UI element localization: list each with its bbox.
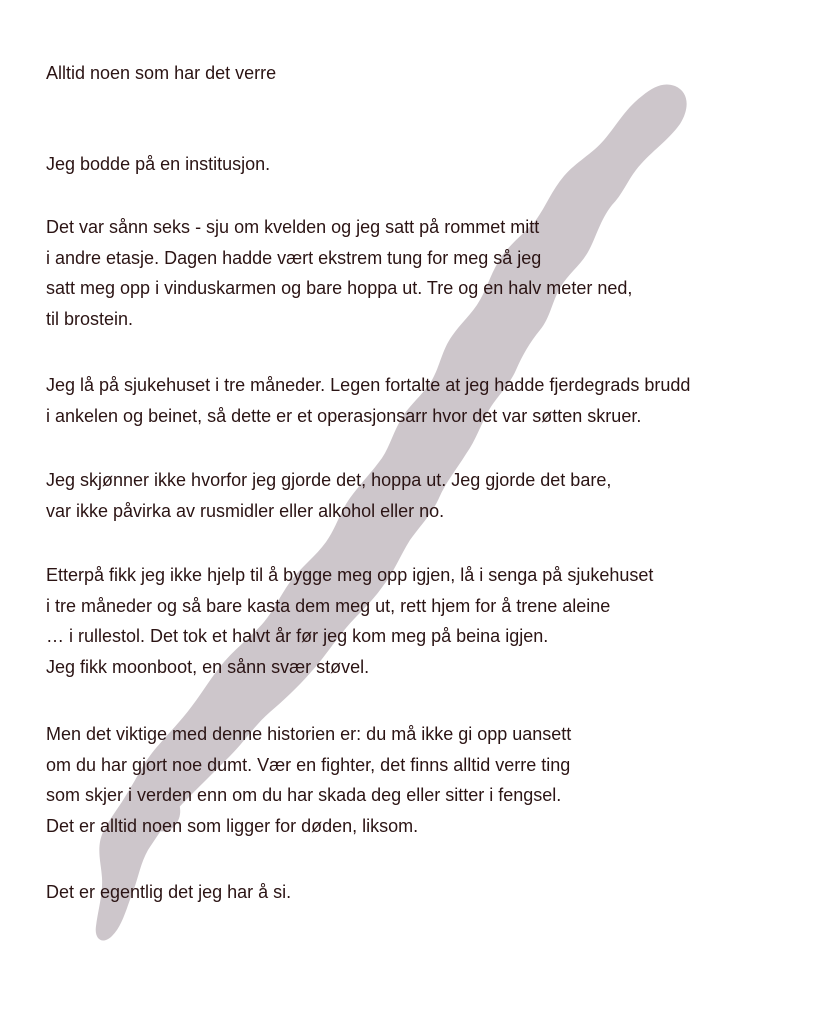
paragraph-line: Jeg bodde på en institusjon. bbox=[46, 154, 271, 174]
paragraph-line: Jeg fikk moonboot, en sånn svær støvel. bbox=[46, 656, 370, 677]
paragraph-line: Det var sånn seks - sju om kvelden og jeg satt på rommet mitt bbox=[46, 217, 540, 237]
paragraph-line: Det er alltid noen som ligger for døden, liksom. bbox=[46, 815, 419, 836]
paragraph-line: Jeg lå på sjukehuset i tre måneder. Legen fortalte at jeg hadde fjerdegrads brudd bbox=[46, 375, 691, 395]
paragraph-6 bbox=[46, 719, 571, 841]
paragraph-line: satt meg opp i vinduskarmen og bare hoppa ut. Tre og en halv meter ned, bbox=[46, 278, 633, 299]
paragraph-line: om du har gjort noe dumt. Vær en fighter, det finns alltid verre ting bbox=[46, 754, 571, 775]
paragraph-line: i tre måneder og så bare kasta dem meg ut, rett hjem for å trene aleine bbox=[46, 595, 611, 616]
paragraph-line: Etterpå fikk jeg ikke hjelp til å bygge meg opp igjen, lå i senga på sjukehuset bbox=[46, 565, 654, 585]
paragraph-line: som skjer i verden enn om du har skada deg eller sitter i fengsel. bbox=[46, 785, 562, 806]
paragraph-5 bbox=[46, 560, 653, 682]
paragraph-line: Men det viktige med denne historien er: du må ikke gi opp uansett bbox=[46, 724, 572, 744]
paragraph-line: til brostein. bbox=[46, 308, 134, 329]
paragraph-line: Jeg skjønner ikke hvorfor jeg gjorde det, hoppa ut. Jeg gjorde det bare, bbox=[46, 470, 612, 490]
paragraph-2 bbox=[46, 212, 632, 334]
paragraph-line: var ikke påvirka av rusmidler eller alkohol eller no. bbox=[46, 500, 445, 521]
paragraph-line: i ankelen og beinet, så dette er et operasjonsarr hvor det var søtten skruer. bbox=[46, 405, 642, 426]
paragraph-7 bbox=[46, 877, 291, 908]
paragraph-3 bbox=[46, 370, 690, 431]
paragraph-line: … i rullestol. Det tok et halvt år før jeg kom meg på beina igjen. bbox=[46, 626, 549, 647]
story-document bbox=[46, 62, 816, 902]
paragraph-1 bbox=[46, 149, 270, 180]
paragraph-4 bbox=[46, 465, 611, 526]
story-title: Alltid noen som har det verre bbox=[46, 63, 277, 83]
paragraph-line: i andre etasje. Dagen hadde vært ekstrem tung for meg så jeg bbox=[46, 247, 542, 268]
paragraph-line: Det er egentlig det jeg har å si. bbox=[46, 882, 292, 902]
